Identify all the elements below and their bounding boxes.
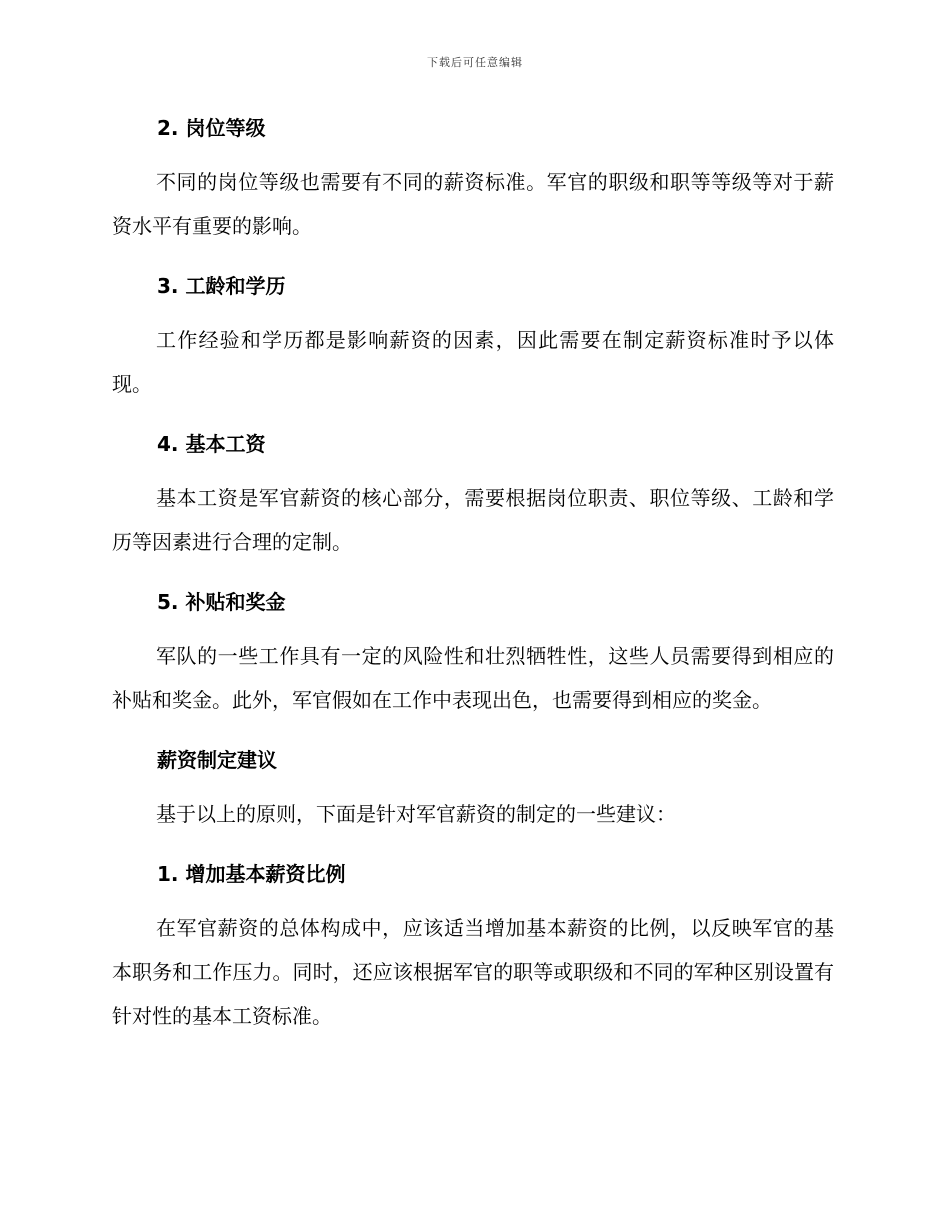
heading-increase-base-ratio: 1. 增加基本薪资比例: [157, 862, 346, 886]
document-body: [112, 104, 834, 1038]
paragraph-base-salary: 基本工资是军官薪资的核心部分，需要根据岗位职责、职位等级、工龄和学历等因素进行合理的定制。: [112, 486, 834, 554]
paragraph-seniority-education: 工作经验和学历都是影响薪资的因素，因此需要在制定薪资标准时予以体现。: [112, 328, 834, 396]
heading-allowance-bonus: 5. 补贴和奖金: [157, 590, 286, 614]
heading-seniority-education: 3. 工龄和学历: [157, 274, 286, 298]
heading-base-salary: 4. 基本工资: [157, 432, 266, 456]
page-header: 下载后可任意编辑: [427, 56, 523, 69]
paragraph-salary-suggestions: 基于以上的原则，下面是针对军官薪资的制定的一些建议：: [156, 802, 676, 826]
paragraph-allowance-bonus: 军队的一些工作具有一定的风险性和壮烈牺牲性，这些人员需要得到相应的补贴和奖金。此外，军官假如在工作中表现出色，也需要得到相应的奖金。: [112, 644, 834, 712]
heading-position-level: 2. 岗位等级: [157, 116, 266, 140]
heading-salary-suggestions: 薪资制定建议: [157, 748, 277, 772]
paragraph-position-level: 不同的岗位等级也需要有不同的薪资标准。军官的职级和职等等级等对于薪资水平有重要的影响。: [112, 170, 834, 238]
paragraph-increase-base-ratio: 在军官薪资的总体构成中，应该适当增加基本薪资的比例，以反映军官的基本职务和工作压力。同时，还应该根据军官的职等或职级和不同的军种区别设置有针对性的基本工资标准。: [112, 916, 834, 1028]
